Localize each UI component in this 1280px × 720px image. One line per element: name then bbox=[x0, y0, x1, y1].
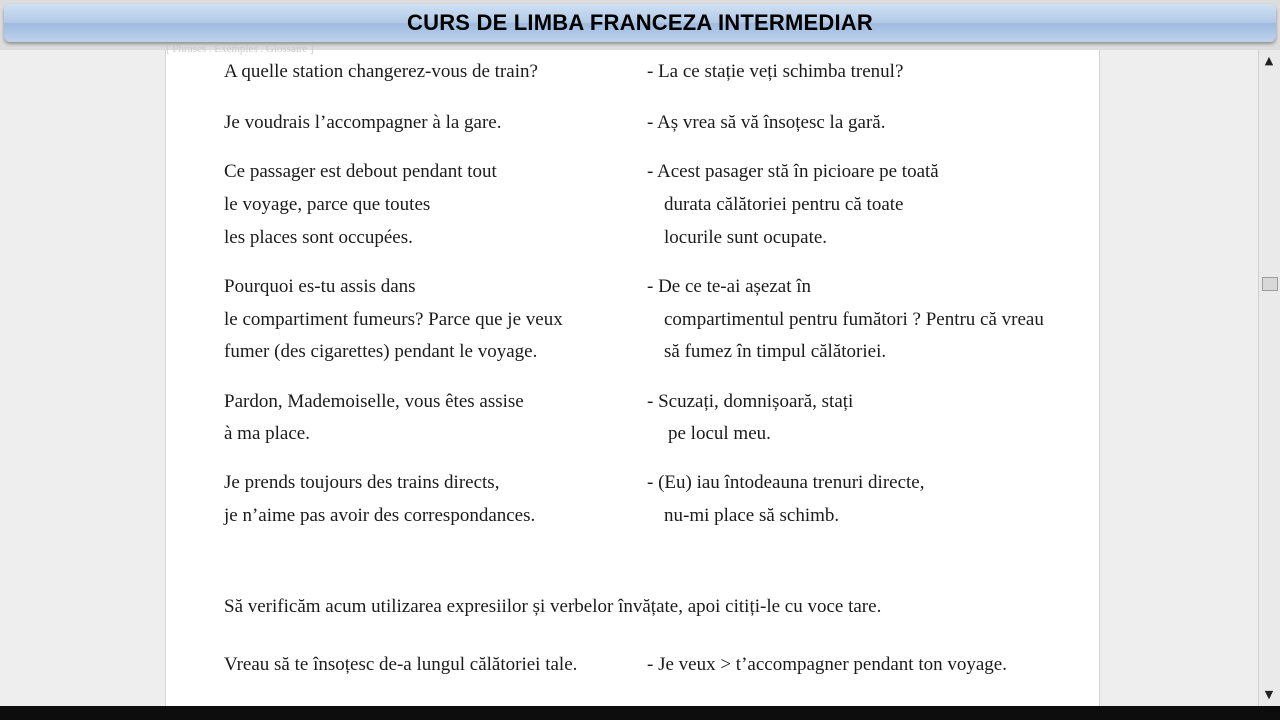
vertical-scrollbar[interactable] bbox=[1258, 50, 1280, 706]
phrase-fr: le voyage, parce que toutes bbox=[224, 194, 431, 215]
phrase-fr: Pourquoi es-tu assis dans bbox=[224, 276, 416, 297]
phrase-ro: - La ce stație veți schimba trenul? bbox=[647, 61, 904, 82]
phrase-ro: - Acest pasager stă în picioare pe toată bbox=[647, 161, 939, 182]
phrase-ro: să fumez în timpul călătoriei. bbox=[664, 341, 887, 362]
phrase-fr: le compartiment fumeurs? Parce que je veux bbox=[224, 309, 563, 330]
title-banner bbox=[4, 4, 1276, 42]
bottom-bar bbox=[0, 706, 1280, 720]
document-viewport[interactable] bbox=[0, 43, 1258, 706]
phrase-ro: - (Eu) iau întodeauna trenuri directe, bbox=[647, 472, 925, 493]
phrase-fr: Je prends toujours des trains directs, bbox=[224, 472, 500, 493]
exercise-prompt: Vreau să te însoțesc de-a lungul călătoriei tale. bbox=[224, 654, 578, 675]
phrase-ro: locurile sunt ocupate. bbox=[664, 227, 828, 248]
phrase-ro: pe locul meu. bbox=[668, 423, 771, 444]
phrase-fr: A quelle station changerez-vous de train? bbox=[224, 61, 538, 82]
scrollbar-thumb[interactable] bbox=[1262, 277, 1278, 291]
phrase-fr: Je voudrais l’accompagner à la gare. bbox=[224, 112, 502, 133]
phrase-fr: je n’aime pas avoir des correspondances. bbox=[224, 505, 536, 526]
phrase-ro: - Aș vrea să vă însoțesc la gară. bbox=[647, 112, 886, 133]
window-title: CURS DE LIMBA FRANCEZA INTERMEDIAR bbox=[407, 10, 873, 35]
phrase-ro: nu-mi place să schimb. bbox=[664, 505, 840, 526]
phrase-fr: Ce passager est debout pendant tout bbox=[224, 161, 497, 182]
phrase-fr: à ma place. bbox=[224, 423, 310, 444]
phrase-fr: les places sont occupées. bbox=[224, 227, 413, 248]
phrase-ro: - De ce te-ai așezat în bbox=[647, 276, 812, 297]
scroll-down-arrow-icon[interactable]: ▼ bbox=[1264, 688, 1274, 701]
phrase-fr: Pardon, Mademoiselle, vous êtes assise bbox=[224, 391, 524, 412]
exercise-answer: - Je veux > t’accompagner pendant ton voyage. bbox=[647, 654, 1007, 675]
phrase-ro: - Scuzați, domnișoară, stați bbox=[647, 391, 854, 412]
phrase-fr: fumer (des cigarettes) pendant le voyage. bbox=[224, 341, 538, 362]
instruction-text: Să verificăm acum utilizarea expresiilor și verbelor învățate, apoi citiți-le cu voce tare. bbox=[224, 596, 882, 617]
scroll-up-arrow-icon[interactable]: ▲ bbox=[1264, 54, 1274, 67]
phrase-ro: compartimentul pentru fumători ? Pentru că vreau bbox=[664, 309, 1044, 330]
header-remnant: [ Phrases . Exemples . Glossaire ] bbox=[166, 43, 314, 55]
document-page bbox=[165, 43, 1100, 706]
phrase-ro: durata călătoriei pentru că toate bbox=[664, 194, 904, 215]
